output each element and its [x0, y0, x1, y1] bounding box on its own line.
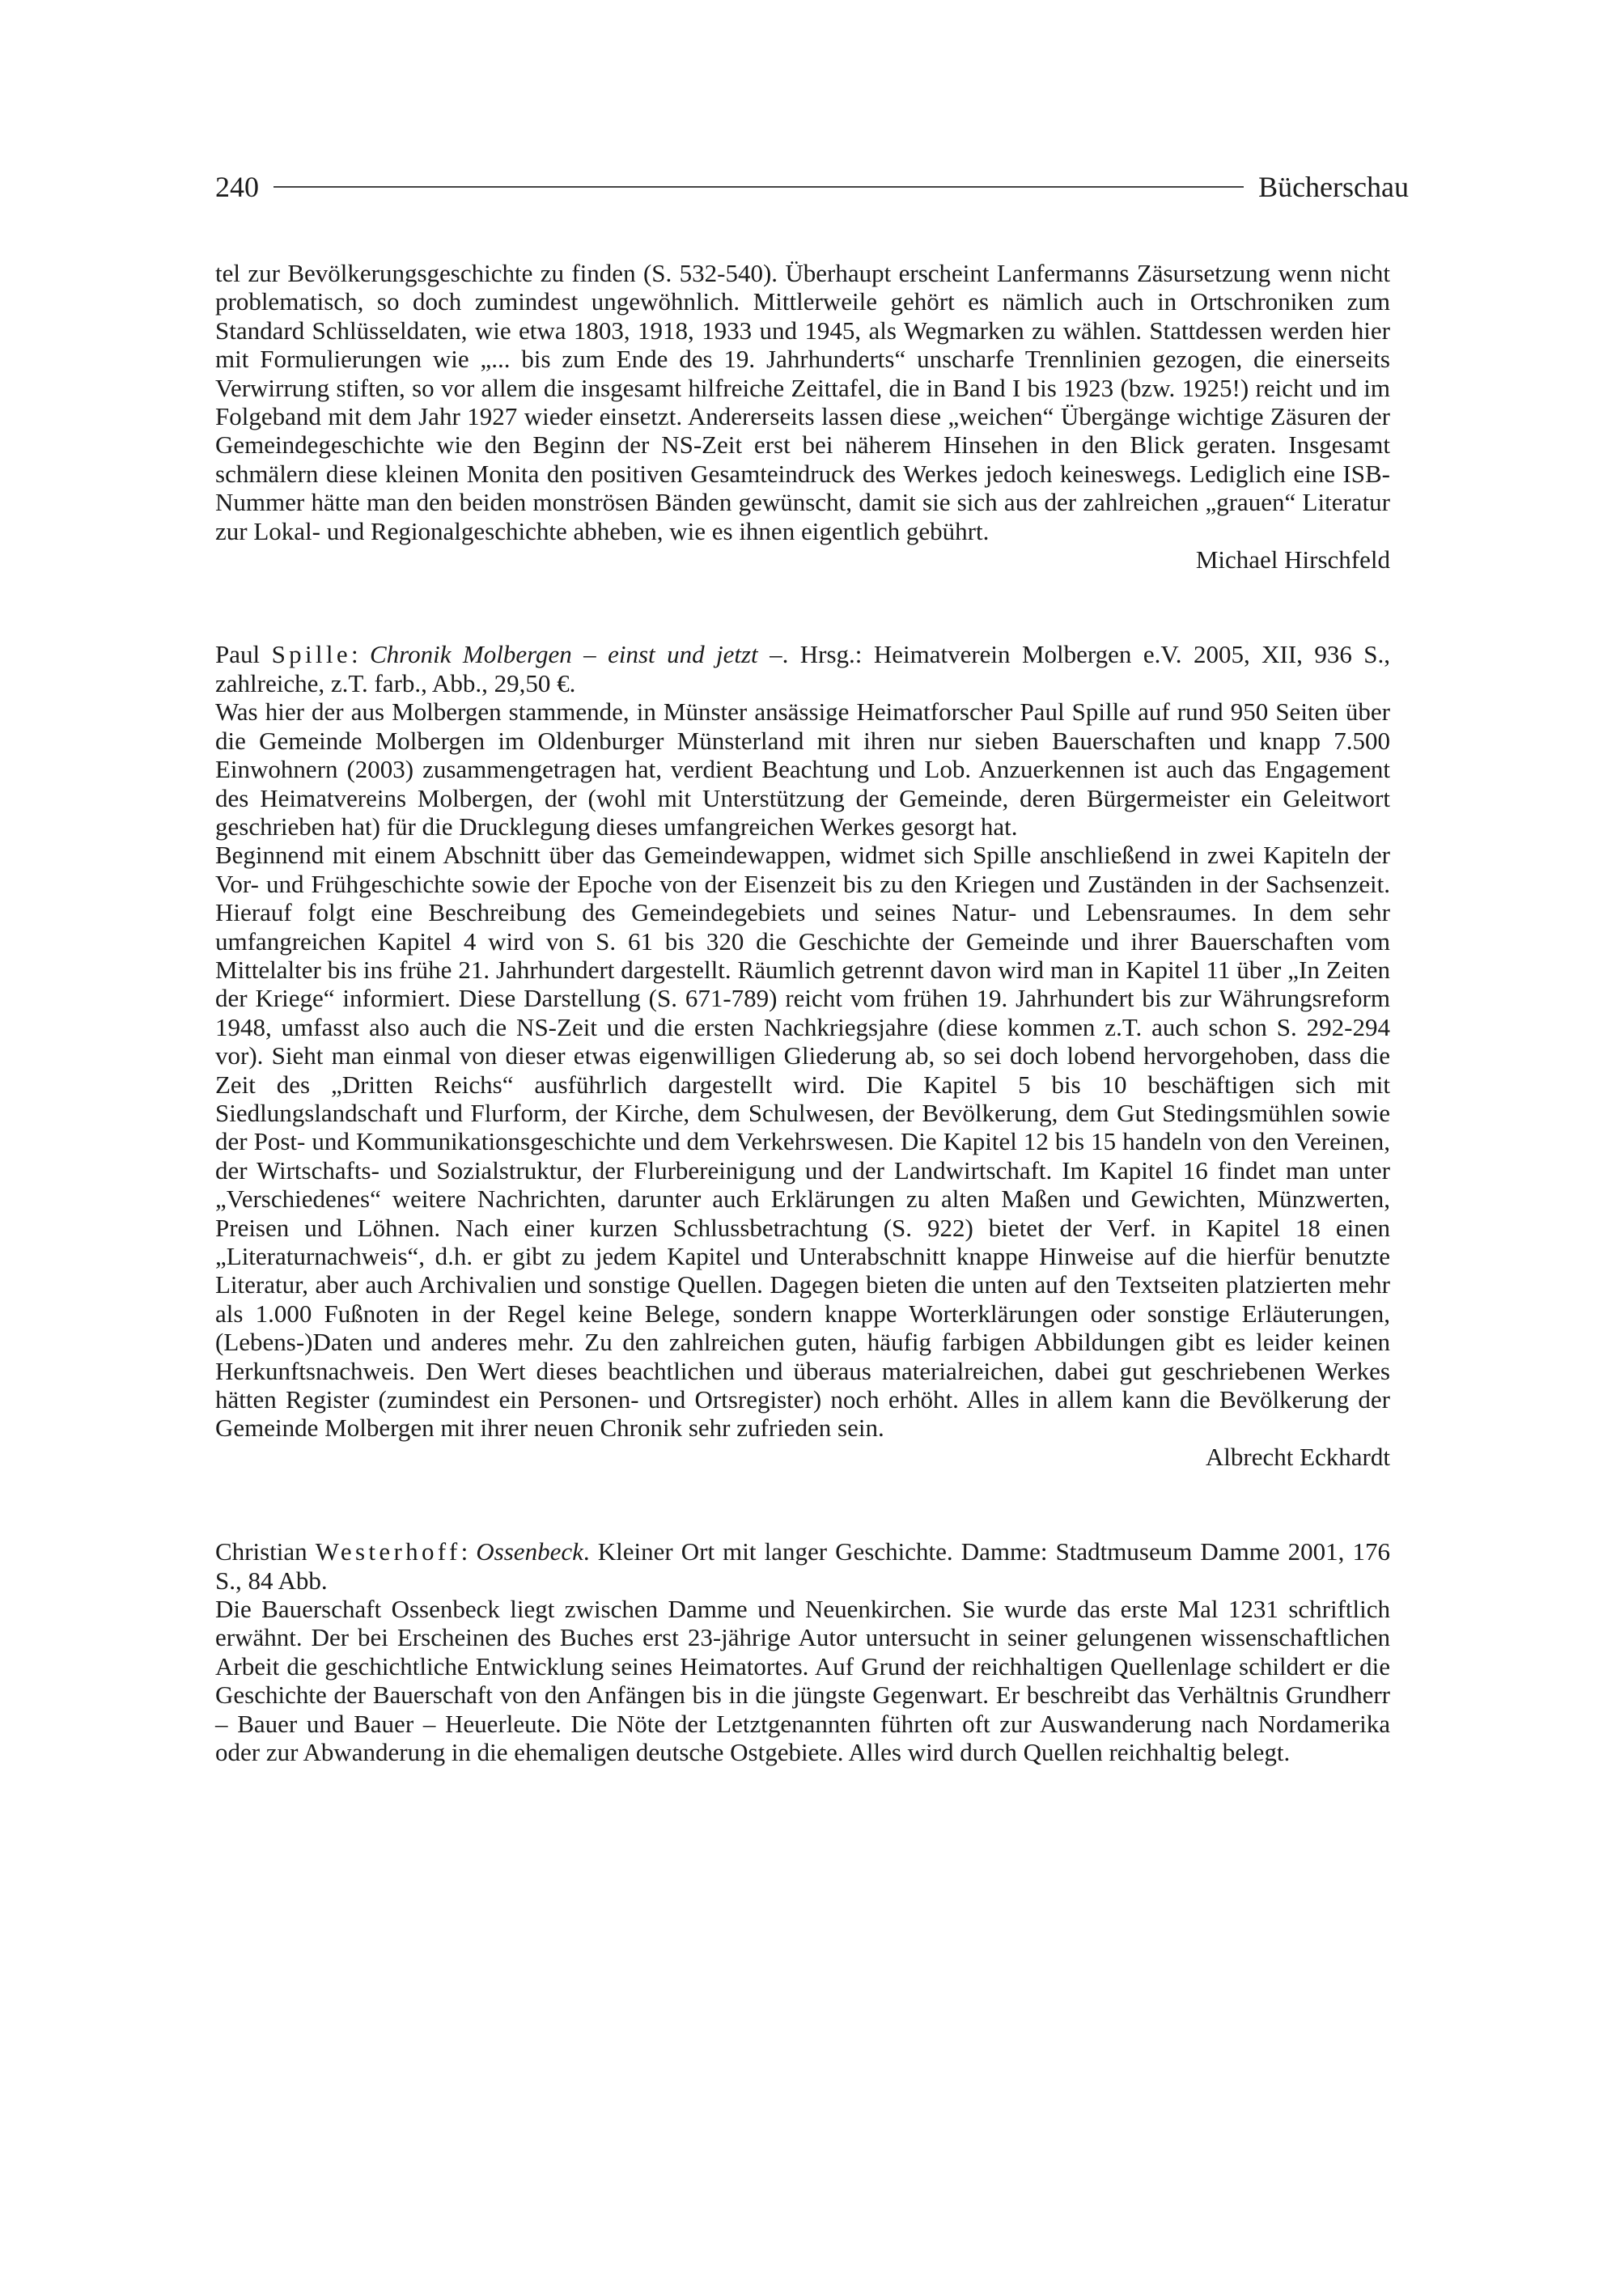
page-header: [215, 167, 1409, 207]
reviewer-name: Michael Hirschfeld: [1195, 545, 1390, 574]
book-title: Ossenbeck: [476, 1537, 583, 1566]
bibliographic-details: . Hrsg.: Heimatverein Molbergen e.V. 2005, XII, 936 S., zahlreiche, z.T. farb., Abb., 29,50 €.: [215, 640, 1390, 697]
review-paragraph: Beginnend mit einem Abschnitt über das Gemeindewappen, widmet sich Spille anschließend in zwei Kapiteln der Vor- und Frühgeschichte sowie der Epoche von der Eisenzeit bis zu den Kriegen und Zuständen in der Sachsenzeit. Hierauf folgt eine Beschreibung des Gemeindegebiets und seines Natur- und Lebensraumes. In dem sehr umfangreichen Kapitel 4 wird von S. 61 bis 320 die Geschichte der Gemeinde und ihrer Bauerschaften vom Mittelalter bis ins frühe 21. Jahrhundert dargestellt. Räumlich getrennt davon wird man in Kapitel 11 über „In Zeiten der Kriege“ informiert. Diese Darstellung (S. 671-789) reicht vom frühen 19. Jahrhundert bis zur Währungsreform 1948, umfasst also auch die NS-Zeit und die ersten Nachkriegsjahre (diese kommen z.T. auch schon S. 292-294 vor). Sieht man einmal von dieser etwas eigenwilligen Gliederung ab, so sei doch lobend hervorgehoben, dass die Zeit des „Dritten Reichs“ ausführlich dargestellt wird. Die Kapitel 5 bis 10 beschäftigen sich mit Siedlungslandschaft und Flurform, der Kirche, dem Schulwesen, der Bevölkerung, dem Gut Stedingsmühlen sowie der Post- und Kommunikationsgeschichte und dem Verkehrswesen. Die Kapitel 12 bis 15 handeln von den Vereinen, der Wirtschafts- und Sozialstruktur, der Flurbereinigung und der Landwirtschaft. Im Kapitel 16 findet man unter „Verschiedenes“ weitere Nachrichten, darunter auch Erklärungen zu alten Maßen und Gewichten, Münzwerten, Preisen und Löhnen. Nach einer kurzen Schlussbetrachtung (S. 922) bietet der Verf. in Kapitel 18 einen „Literaturnachweis“, d.h. er gibt zu jedem Kapitel und Unterabschnitt knappe Hinweise auf die hierfür benutzte Literatur, aber auch Archivalien und sonstige Quellen. Dagegen bieten die unten auf den Textseiten platzierten mehr als 1.000 Fußnoten in der Regel keine Belege, sondern knappe Worterklärungen oder sonstige Erläuterungen, (Lebens-)Daten und anderes mehr. Zu den zahlreichen guten, häufig farbigen Abbildungen gibt es leider keinen Herkunftsnachweis. Den Wert dieses beachtlichen und überaus materialreichen, dabei gut geschriebenen Werkes hätten Register (zumindest ein Personen- und Ortsregister) noch erhöht. Alles in allem kann die Bevölkerung der Gemeinde Molbergen mit ihrer neuen Chronik sehr zufrieden sein.: [215, 841, 1390, 1443]
page-body: [215, 259, 1390, 1767]
review-paragraph: Was hier der aus Molbergen stammende, in Münster ansässige Heimatforscher Paul Spille auf rund 950 Seiten über die Gemeinde Molbergen im Oldenburger Münsterland mit ihren nur sieben Bauerschaften und knapp 7.500 Einwohnern (2003) zusammengetragen hat, verdient Beachtung und Lob. Anzuerkennen ist auch das Engagement des Heimatvereins Molbergen, der (wohl mit Unterstützung der Gemeinde, deren Bürgermeister ein Geleitwort geschrieben hat) für die Drucklegung dieses umfangreichen Werkes gesorgt hat.: [215, 697, 1390, 841]
author-first-name: Paul: [215, 640, 261, 669]
review-continuation: [215, 259, 1390, 574]
author-first-name: Christian: [215, 1537, 307, 1566]
reviewer-name: Albrecht Eckhardt: [1205, 1442, 1390, 1471]
page-number: 240: [215, 171, 259, 203]
author-last-name: Westerhoff: [315, 1537, 461, 1566]
bibliographic-entry: Christian Westerhoff: Ossenbeck. Kleiner Ort mit langer Geschichte. Damme: Stadtmuseum Damme 2001, 176 S., 84 Abb.: [215, 1537, 1391, 1595]
continuation-paragraph: tel zur Bevölkerungsgeschichte zu finden (S. 532-540). Überhaupt erscheint Lanfermanns Zäsursetzung wenn nicht problematisch, so doch zumindest ungewöhnlich. Mittlerweile gehört es nämlich auch in Ortschroniken zum Standard Schlüsseldaten, wie etwa 1803, 1918, 1933 und 1945, als Wegmarken zu wählen. Stattdessen werden hier mit Formulierungen wie „... bis zum Ende des 19. Jahrhunderts“ unscharfe Trennlinien gezogen, die einerseits Verwirrung stiften, so vor allem die insgesamt hilfreiche Zeittafel, die in Band I bis 1923 (bzw. 1925!) reicht und im Folgeband mit dem Jahr 1927 wieder einsetzt. Andererseits lassen diese „weichen“ Übergänge wichtige Zäsuren der Gemeindegeschichte wie den Beginn der NS-Zeit erst bei näherem Hinsehen in den Blick geraten. Insgesamt schmälern diese kleinen Monita den positiven Gesamteindruck des Werkes jedoch keineswegs. Lediglich eine ISB-Nummer hätte man den beiden monströsen Bänden gewünscht, damit sie sich aus der zahlreichen „grauen“ Literatur zur Lokal- und Regionalgeschichte abheben, wie es ihnen eigentlich gebührt.: [215, 259, 1390, 545]
review-spille: [215, 640, 1390, 1471]
book-title: Chronik Molbergen – einst und jetzt –: [370, 640, 782, 669]
header-rule: [273, 186, 1244, 188]
review-westerhoff: [215, 1537, 1390, 1766]
review-paragraph: Die Bauerschaft Ossenbeck liegt zwischen Damme und Neuenkirchen. Sie wurde das erste Mal 1231 schriftlich erwähnt. Der bei Erscheinen des Buches erst 23-jährige Autor untersucht in seiner gelungenen wissenschaftlichen Arbeit die geschichtliche Entwicklung seines Heimatortes. Auf Grund der reichhaltigen Quellenlage schildert er die Geschichte der Bauerschaft von den Anfängen bis in die jüngste Gegenwart. Er beschreibt das Verhältnis Grundherr – Bauer und Bauer – Heuerleute. Die Nöte der Letztgenannten führten oft zur Auswanderung nach Nordamerika oder zur Abwanderung in die ehemaligen deutsche Ostgebiete. Alles wird durch Quellen reichhaltig belegt.: [215, 1595, 1390, 1767]
bibliographic-details: . Kleiner Ort mit langer Geschichte. Damme: Stadtmuseum Damme 2001, 176 S., 84 Abb.: [215, 1537, 1391, 1595]
author-last-name: Spille: [271, 640, 351, 669]
bibliographic-entry: Paul Spille: Chronik Molbergen – einst und jetzt –. Hrsg.: Heimatverein Molbergen e.V. 2005, XII, 936 S., zahlreiche, z.T. farb., Abb., 29,50 €.: [215, 640, 1390, 697]
section-title: Bücherschau: [1258, 171, 1409, 203]
